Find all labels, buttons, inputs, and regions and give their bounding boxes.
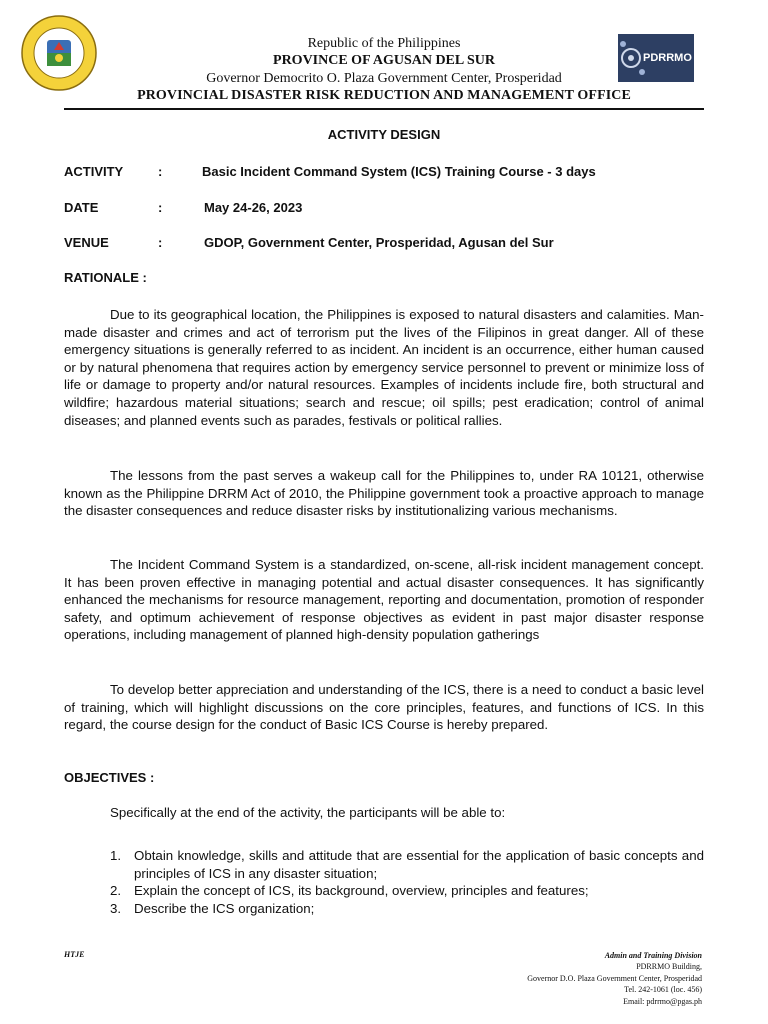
meta-value: GDOP, Government Center, Prosperidad, Agusan del Sur	[204, 235, 554, 250]
rationale-paragraph-2: The lessons from the past serves a wakeup call for the Philippines to, under RA 10121, otherwise known as the Philippine DRRM Act of 2010, the Philippine government took a proactive approach to manage the disaster consequences and reduce disaster risks by institutionalizing various mechanisms.	[64, 468, 704, 519]
header-republic: Republic of the Philippines	[307, 36, 461, 51]
meta-label: VENUE	[64, 235, 109, 250]
document-title: ACTIVITY DESIGN	[327, 127, 441, 142]
meta-value: Basic Incident Command System (ICS) Training Course - 3 days	[202, 164, 596, 179]
header-office: PROVINCIAL DISASTER RISK REDUCTION AND MANAGEMENT OFFICE	[137, 88, 631, 103]
logo-text: PDRRMO	[643, 52, 692, 64]
footer-email: Email: pdrrmo@pgas.ph	[623, 996, 702, 1006]
objectives-heading: OBJECTIVES :	[64, 770, 155, 785]
objective-number: 1.	[110, 848, 122, 863]
meta-label: DATE	[64, 200, 99, 215]
footer-tel: Tel. 242-1061 (loc. 456)	[624, 985, 702, 995]
meta-label: ACTIVITY	[64, 164, 124, 179]
footer-contact	[527, 950, 702, 1007]
objective-number: 2.	[110, 883, 122, 899]
meta-colon: :	[158, 235, 163, 250]
header-province: PROVINCE OF AGUSAN DEL SUR	[273, 53, 495, 68]
objective-item	[64, 847, 704, 882]
rationale-heading: RATIONALE :	[64, 270, 147, 285]
footer-address: Governor D.O. Plaza Government Center, Prosperidad	[527, 973, 702, 983]
objective-text: Explain the concept of ICS, its background, overview, principles and features;	[134, 883, 589, 899]
objective-text: Describe the ICS organization;	[134, 900, 315, 916]
rationale-paragraph-1: Due to its geographical location, the Philippines is exposed to natural disasters and calamities. Man-made disaster and crimes and act of terrorism put the lives of the Filipinos in great danger. All of these emergency situations is generally referred to as incident. An incident is an occurrence, either human caused or by natural phenomena that requires action by emergency service personnel to prevent or minimize loss of life or damage to property and/or natural resources. Examples of incidents include fire, both structural and wildfire; hazardous material situations; search and rescue; oil spills; pest eradication; control of animal diseases; and planned events such as parades, festivals or political rallies.	[64, 307, 704, 428]
objectives-list	[64, 847, 704, 917]
footer-initials: HTJE	[64, 950, 85, 959]
objective-item	[64, 900, 704, 918]
footer-building: PDRRMO Building,	[636, 962, 702, 972]
objective-number: 3.	[110, 900, 122, 916]
rationale-paragraph-3: The Incident Command System is a standardized, on-scene, all-risk incident management concept. It has been proven effective in managing potential and actual disaster consequences. It has significantly enhanced the mechanisms for resource management, reporting and documentation, promotion of responder safety, and optimum achievement of response objectives as evident in past major disaster response operations, including management of planned high-density population gatherings	[64, 557, 704, 643]
footer-division: Admin and Training Division	[604, 951, 702, 960]
header-address: Governor Democrito O. Plaza Government Center, Prosperidad	[206, 71, 562, 86]
province-seal-icon	[20, 14, 98, 92]
objective-item	[64, 882, 704, 900]
meta-colon: :	[158, 164, 163, 179]
objective-text: Obtain knowledge, skills and attitude that are essential for the application of basic concepts and principles of ICS in any disaster situation;	[134, 848, 704, 881]
meta-value: May 24-26, 2023	[204, 200, 303, 215]
meta-colon: :	[158, 200, 163, 215]
objectives-intro: Specifically at the end of the activity, the participants will be able to:	[110, 805, 506, 820]
letterhead	[0, 0, 768, 112]
header-divider	[64, 108, 704, 110]
rationale-paragraph-4: To develop better appreciation and understanding of the ICS, there is a need to conduct a basic level of training, which will highlight discussions on the core principles, features, and functions of ICS. In this regard, the course design for the conduct of Basic ICS Course is hereby prepared.	[64, 682, 704, 733]
